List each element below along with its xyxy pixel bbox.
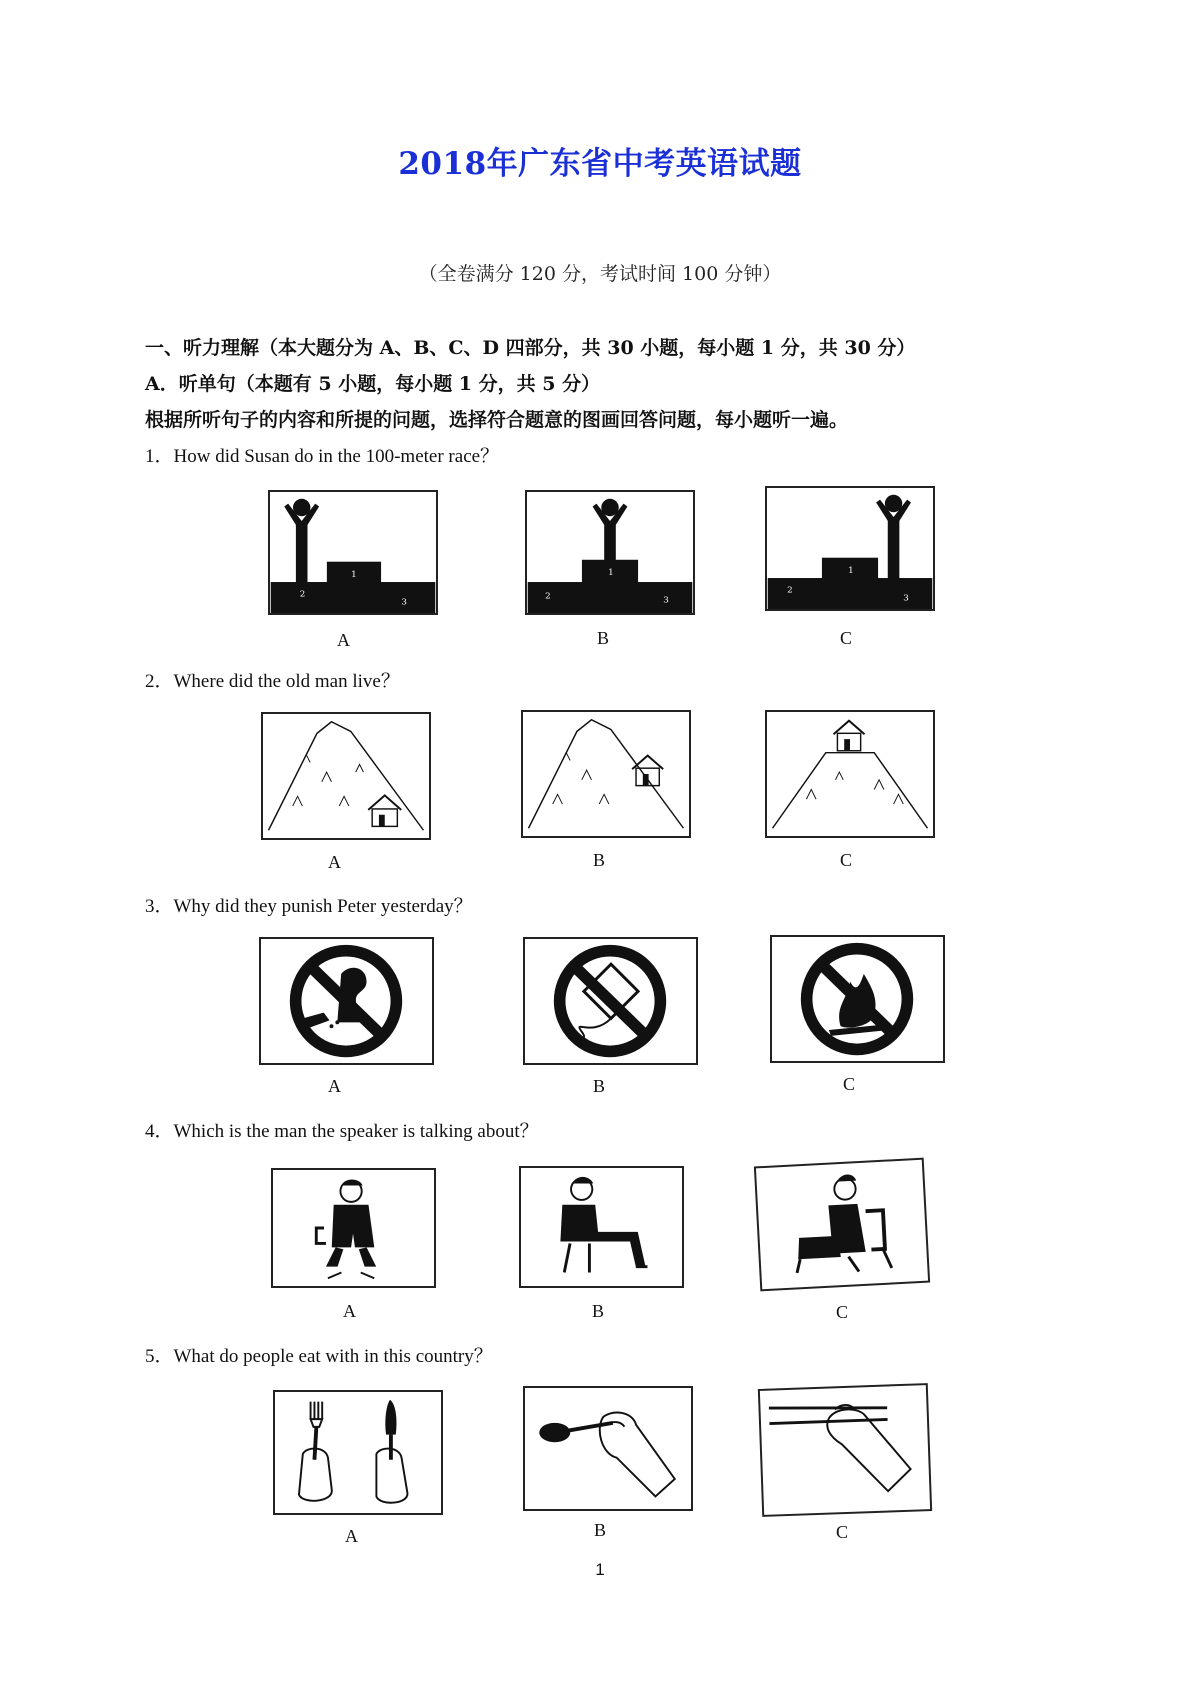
q5-picture-c: [758, 1383, 932, 1517]
question-2: 2．Where did the old man live？: [145, 671, 400, 692]
spoon-icon: [525, 1388, 691, 1509]
q1-option-b: B: [597, 628, 610, 648]
q1-option-a: A: [337, 630, 350, 650]
question-5: 5．What do people eat with in this country？: [145, 1346, 493, 1367]
q5-picture-b: [523, 1386, 693, 1511]
podium-label-1: 1: [351, 570, 357, 581]
page-number: 1: [595, 1560, 605, 1579]
chopsticks-icon: [760, 1385, 930, 1515]
q4-option-a: A: [343, 1301, 356, 1321]
podium-label-3: 3: [663, 595, 669, 606]
podium-winner-right-icon: [767, 488, 933, 609]
q1-picture-c: [765, 486, 935, 611]
no-kite-flying-icon: [525, 939, 696, 1063]
q3-picture-b: [523, 937, 698, 1065]
q3-picture-a: [259, 937, 434, 1065]
instruction-text: 根据所听句子的内容和所提的问题，选择符合题意的图画回答问题，每小题听一遍。: [145, 409, 849, 431]
q2-picture-c: [765, 710, 935, 838]
exam-title: 2018年广东省中考英语试题: [398, 146, 802, 182]
q1-picture-b: [525, 490, 695, 615]
q4-picture-b: [519, 1166, 684, 1288]
question-4: 4．Which is the man the speaker is talking about？: [145, 1121, 539, 1142]
q4-option-c: C: [836, 1302, 849, 1322]
q1-picture-a: [268, 490, 438, 615]
podium-label-2: 2: [787, 585, 793, 596]
mountain-house-top-icon: [767, 712, 933, 836]
man-sitting-side-icon: [521, 1168, 682, 1286]
podium-label-2: 2: [299, 589, 306, 600]
q4-picture-a: [271, 1168, 436, 1288]
question-1: 1．How did Susan do in the 100-meter race？: [145, 446, 500, 467]
part-a-heading: A．听单句（本题有 5 小题，每小题 1 分，共 5 分）: [145, 373, 601, 395]
q2-picture-a: [261, 712, 431, 840]
q4-option-b: B: [592, 1301, 605, 1321]
no-fire-icon: [772, 937, 943, 1061]
q3-option-c: C: [843, 1074, 856, 1094]
mountain-house-bottom-icon: [263, 714, 429, 838]
fork-and-knife-icon: [275, 1392, 441, 1513]
q2-option-c: C: [840, 850, 853, 870]
man-sitting-front-icon: [273, 1170, 434, 1286]
q5-option-b: B: [594, 1520, 607, 1540]
q5-option-c: C: [836, 1522, 849, 1542]
podium-label-3: 3: [401, 597, 407, 608]
exam-subtitle: （全卷满分 120 分，考试时间 100 分钟）: [418, 263, 782, 285]
no-feeding-animals-icon: [261, 939, 432, 1063]
q5-picture-a: [273, 1390, 443, 1515]
q3-option-a: A: [328, 1076, 341, 1096]
q4-picture-c: [754, 1158, 930, 1292]
q3-picture-c: [770, 935, 945, 1063]
q2-picture-b: [521, 710, 691, 838]
podium-label-3: 3: [903, 593, 909, 604]
man-sitting-profile-icon: [756, 1160, 928, 1290]
podium-label-2: 2: [545, 591, 551, 602]
q3-option-b: B: [593, 1076, 606, 1096]
q5-option-a: A: [345, 1526, 358, 1546]
q2-option-a: A: [328, 852, 341, 872]
section-heading: 一、听力理解（本大题分为 A、B、C、D 四部分，共 30 小题，每小题 1 分，共 30 分）: [145, 337, 916, 359]
podium-label-1: 1: [608, 568, 614, 579]
podium-winner-left-icon: [270, 492, 436, 613]
podium-label-1: 1: [848, 566, 854, 577]
podium-winner-center-icon: [527, 492, 693, 613]
q1-option-c: C: [840, 628, 853, 648]
question-3: 3．Why did they punish Peter yesterday？: [145, 896, 473, 917]
q2-option-b: B: [593, 850, 606, 870]
mountain-house-middle-icon: [523, 712, 689, 836]
